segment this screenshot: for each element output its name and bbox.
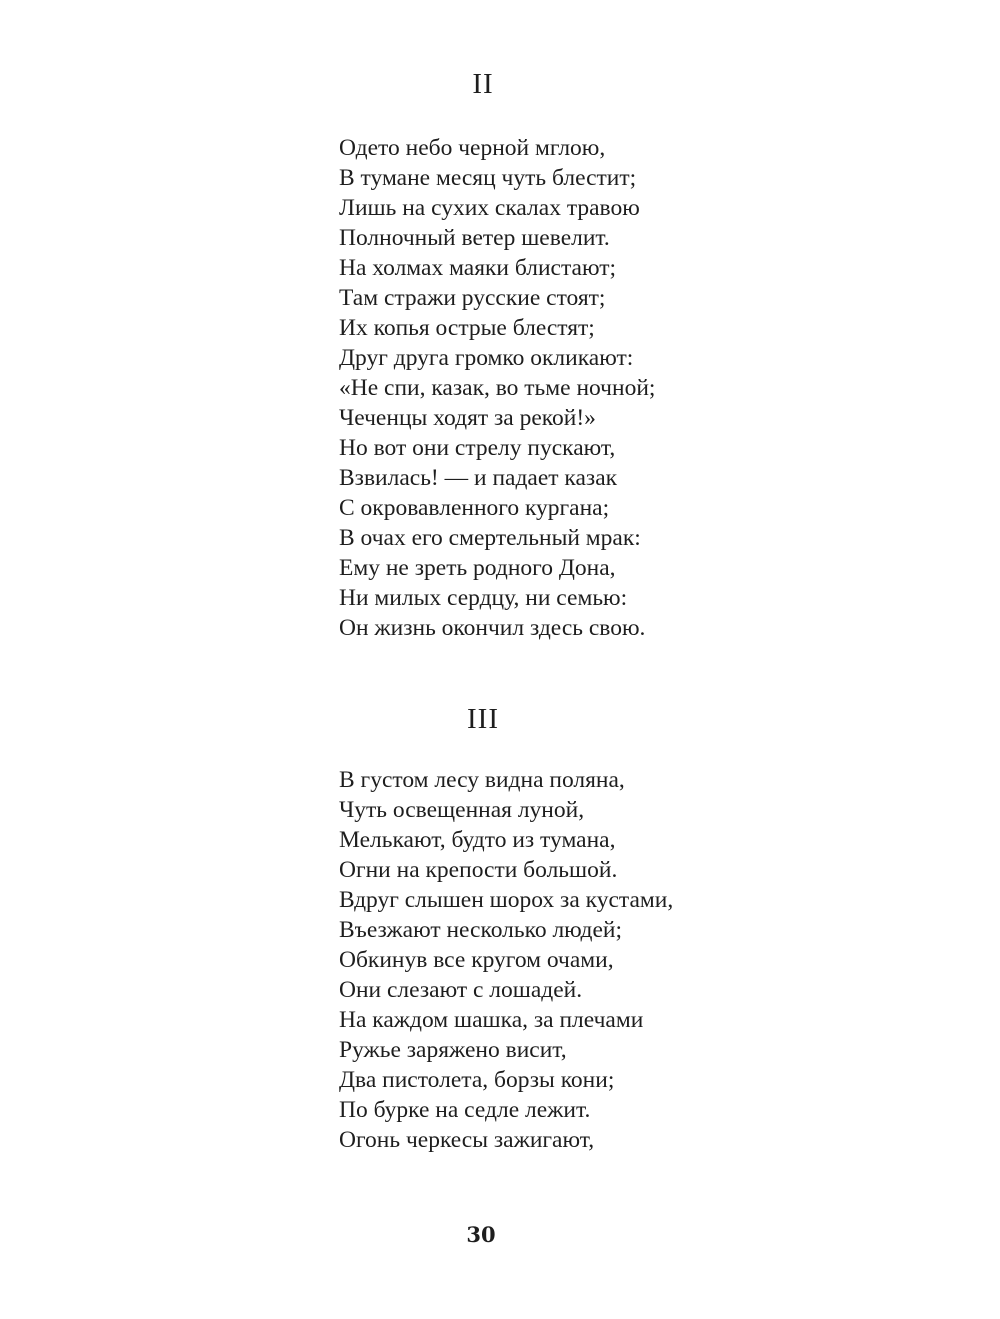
verse-line: С окровавленного кургана; — [339, 495, 610, 521]
verse-line: Чеченцы ходят за рекой!» — [339, 405, 596, 431]
verse-line: Огонь черкесы зажигают, — [339, 1127, 595, 1153]
verse-line: Там стражи русские стоят; — [339, 285, 606, 311]
verse-line: Въезжают несколько людей; — [339, 917, 623, 943]
verse-line: В густом лесу видна поляна, — [339, 767, 625, 793]
verse-line: На каждом шашка, за плечами — [339, 1007, 644, 1033]
verse-line: Два пистолета, борзы кони; — [339, 1067, 615, 1093]
verse-line: Чуть освещенная луной, — [339, 797, 585, 823]
verse-line: Вдруг слышен шорох за кустами, — [339, 887, 674, 913]
verse-line: Мелькают, будто из тумана, — [339, 827, 616, 853]
verse-line: Обкинув все кругом очами, — [339, 947, 614, 973]
verse-line: Но вот они стрелу пускают, — [339, 435, 616, 461]
verse-line: Полночный ветер шевелит. — [339, 225, 610, 251]
verse-line: Ему не зреть родного Дона, — [339, 555, 616, 581]
verse-line: Взвилась! — и падает казак — [339, 465, 618, 491]
section-heading-ii: II — [472, 68, 494, 100]
verse-line: По бурке на седле лежит. — [339, 1097, 591, 1123]
verse-line: Лишь на сухих скалах травою — [339, 195, 640, 221]
verse-line: На холмах маяки блистают; — [339, 255, 617, 281]
verse-line: Они слезают с лошадей. — [339, 977, 583, 1003]
section-heading-iii: III — [467, 703, 499, 735]
verse-line: Одето небо черной мглою, — [339, 135, 606, 161]
verse-line: В тумане месяц чуть блестит; — [339, 165, 637, 191]
verse-line: Ни милых сердцу, ни семью: — [339, 585, 628, 611]
verse-line: В очах его смертельный мрак: — [339, 525, 641, 551]
verse-line: Их копья острые блестят; — [339, 315, 595, 341]
verse-line: Огни на крепости большой. — [339, 857, 618, 883]
page-number: 30 — [466, 1222, 496, 1247]
verse-line: «Не спи, казак, во тьме ночной; — [339, 375, 656, 401]
stanza-iii — [339, 765, 673, 1155]
verse-line: Друг друга громко окликают: — [339, 345, 634, 371]
stanza-ii — [339, 133, 655, 643]
verse-line: Он жизнь окончил здесь свою. — [339, 615, 646, 641]
verse-line: Ружье заряжено висит, — [339, 1037, 567, 1063]
